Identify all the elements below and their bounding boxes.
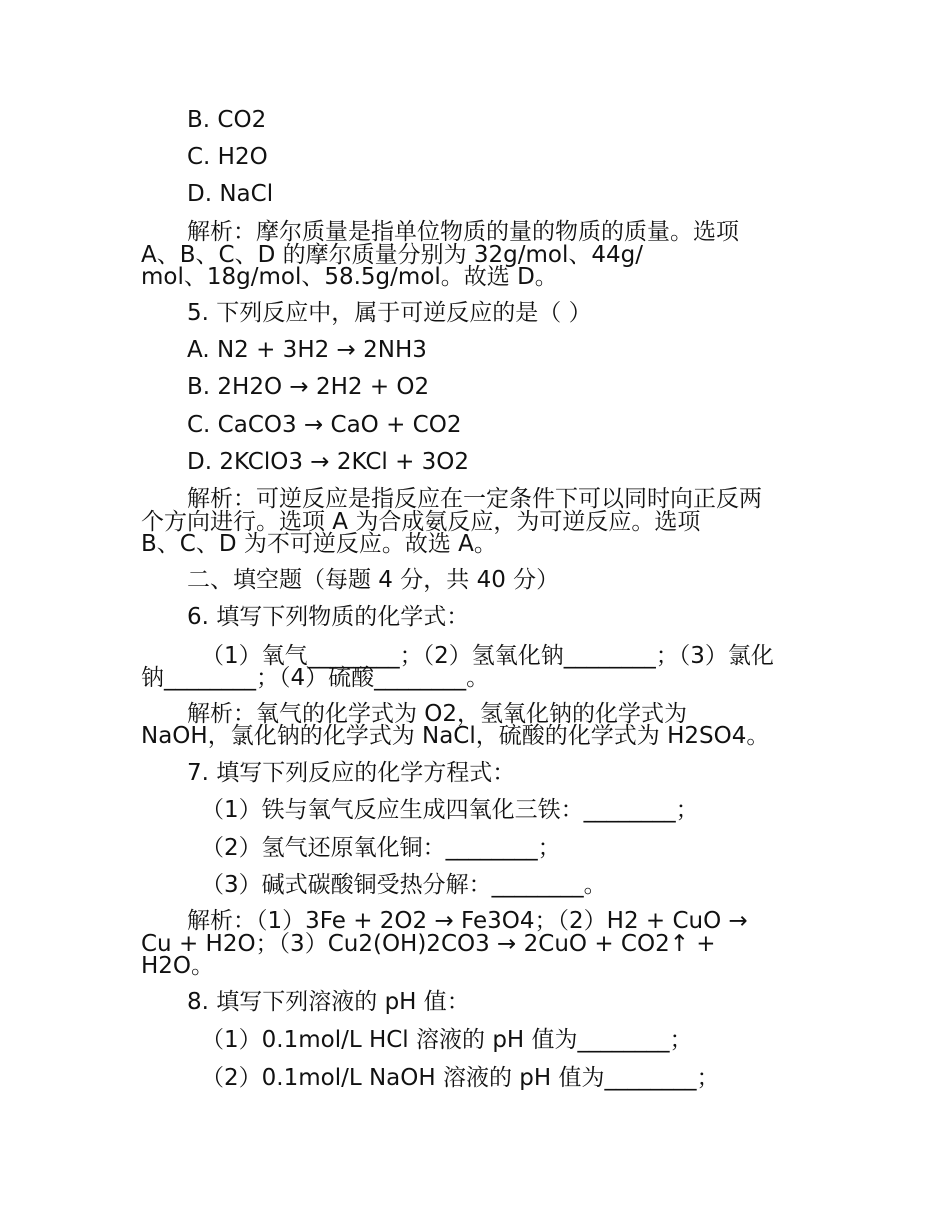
question-8-item: （1）0.1mol/L HCl 溶液的 pH 值为________； [201, 1027, 693, 1053]
option-c-line: C. H2O [187, 144, 268, 170]
question-8-title: 8. 填写下列溶液的 pH 值： [187, 989, 470, 1015]
option-d-line: D. NaCl [187, 181, 274, 207]
explanation-line: H2O。 [141, 953, 215, 979]
section-heading: 二、填空题（每题 4 分，共 40 分） [187, 567, 560, 593]
option-d-line: D. 2KClO3 → 2KCl + 3O2 [187, 449, 470, 475]
option-c-line: C. CaCO3 → CaO + CO2 [187, 412, 462, 438]
question-7-item: （1）铁与氧气反应生成四氧化三铁：________； [201, 797, 699, 823]
explanation-line: mol、18g/mol、58.5g/mol。故选 D。 [141, 264, 558, 290]
question-6-blanks: （1）氧气________；（2）氢氧化钠________；（3）氯化 [201, 643, 774, 669]
option-b-line: B. 2H2O → 2H2 + O2 [187, 374, 430, 400]
question-8-item: （2）0.1mol/L NaOH 溶液的 pH 值为________； [201, 1065, 720, 1091]
question-7-item: （2）氢气还原氧化铜：________； [201, 835, 561, 861]
question-6-title: 6. 填写下列物质的化学式： [187, 604, 470, 630]
explanation-line: Cu + H2O；（3）Cu2(OH)2CO3 → 2CuO + CO2↑ + [141, 931, 716, 957]
explanation-line: 解析：（1）3Fe + 2O2 → Fe3O4；（2）H2 + CuO → [187, 908, 748, 934]
explanation-line: B、C、D 为不可逆反应。故选 A。 [141, 531, 497, 557]
explanation-line: NaOH，氯化钠的化学式为 NaCl，硫酸的化学式为 H2SO4。 [141, 723, 770, 749]
explanation-line: 解析：可逆反应是指反应在一定条件下可以同时向正反两 [187, 486, 762, 512]
explanation-line: A、B、C、D 的摩尔质量分别为 32g/mol、44g/ [141, 242, 644, 268]
explanation-line: 解析：氧气的化学式为 O2，氢氧化钠的化学式为 [187, 701, 688, 727]
question-7-item: （3）碱式碳酸铜受热分解：________。 [201, 872, 607, 898]
explanation-line: 个方向进行。选项 A 为合成氨反应，为可逆反应。选项 [141, 509, 701, 535]
question-7-title: 7. 填写下列反应的化学方程式： [187, 760, 516, 786]
question-5-title: 5. 下列反应中，属于可逆反应的是（ ） [187, 300, 592, 326]
explanation-line: 解析：摩尔质量是指单位物质的量的物质的质量。选项 [187, 219, 739, 245]
option-a-line: A. N2 + 3H2 → 2NH3 [187, 337, 427, 363]
option-b-line: B. CO2 [187, 107, 267, 133]
question-6-blanks: 钠________；（4）硫酸________。 [141, 665, 490, 691]
